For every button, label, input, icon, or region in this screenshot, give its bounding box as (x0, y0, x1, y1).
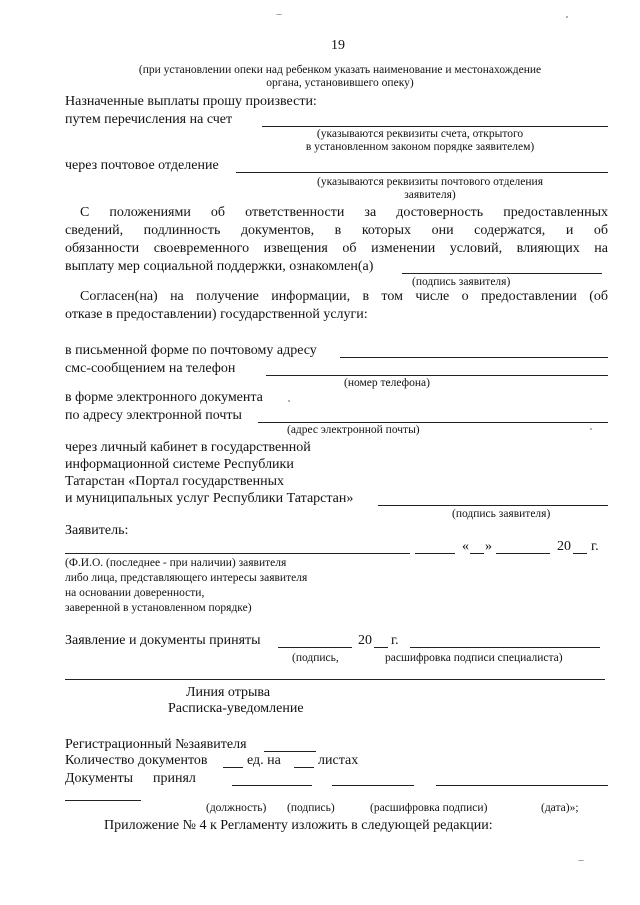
applicant-signature-field[interactable] (415, 553, 455, 554)
receipt-docs-units: ед. на (247, 753, 281, 768)
applicant-year-prefix: 20 (557, 539, 571, 554)
email-label-line-1: в форме электронного документа (65, 390, 263, 405)
email-address-field[interactable] (258, 422, 608, 423)
accepted-year-suffix: г. (391, 633, 399, 648)
cabinet-signature-hint: (подпись заявителя) (452, 508, 551, 520)
postal-address-label: в письменной форме по почтовому адресу (65, 343, 317, 358)
receipt-docs-count-field[interactable] (223, 767, 243, 768)
sms-phone-field[interactable] (266, 375, 608, 376)
accepted-hint-signature: (подпись, (292, 652, 339, 664)
receipt-docs-count-label: Количество документов (65, 753, 208, 768)
cabinet-line-3: Татарстан «Портал государственных (65, 474, 284, 489)
receipt-signature-field[interactable] (332, 785, 414, 786)
appendix-text: Приложение № 4 к Регламенту изложить в следующей редакции: (104, 818, 493, 833)
applicant-day-field[interactable] (470, 553, 484, 554)
post-office-hint-line-1: (указываются реквизиты почтового отделения (316, 176, 543, 188)
consent-line-1: Согласен(на) на получение информации, в том числе о предоставлении (об (80, 289, 608, 304)
post-office-field[interactable] (236, 172, 608, 173)
post-office-hint-line-2: заявителя) (404, 189, 456, 201)
cabinet-line-1: через личный кабинет в государственной (65, 440, 311, 455)
applicant-name-field[interactable] (65, 553, 410, 554)
cabinet-signature-field[interactable] (378, 505, 608, 506)
acknowledgment-signature-field[interactable] (402, 273, 602, 274)
scan-speck (566, 16, 568, 18)
accepted-year-prefix: 20 (358, 633, 372, 648)
receipt-date-field[interactable] (65, 800, 141, 801)
postal-address-field[interactable] (340, 357, 608, 358)
payments-intro: Назначенные выплаты прошу произвести: (65, 94, 317, 109)
receipt-position-field[interactable] (232, 785, 312, 786)
scan-speck (288, 400, 290, 402)
receipt-accepted-word: принял (153, 771, 196, 786)
tear-line-label: Линия отрыва (186, 685, 271, 700)
acknowledgment-signature-hint: (подпись заявителя) (412, 276, 511, 288)
applicant-label: Заявитель: (65, 523, 129, 538)
email-address-hint: (адрес электронной почты) (287, 424, 420, 436)
acknowledgment-line-2: сведений, подлинность документов, в которых они содержатся, и об (65, 223, 608, 238)
bank-transfer-hint-line-1: (указываются реквизиты счета, открытого (316, 128, 524, 140)
receipt-hint-position: (должность) (206, 802, 267, 814)
applicant-hint-line-1: (Ф.И.О. (последнее - при наличии) заявителя (65, 557, 287, 569)
applicant-year-suffix: г. (591, 539, 599, 554)
applicant-hint-line-3: на основании доверенности, (65, 587, 205, 599)
applicant-month-field[interactable] (496, 553, 550, 554)
sms-phone-hint: (номер телефона) (344, 377, 430, 389)
bank-transfer-hint-line-2: в установленном законом порядке заявителем) (305, 141, 535, 153)
receipt-decoding-field[interactable] (436, 785, 608, 786)
bank-account-field[interactable] (262, 126, 608, 127)
consent-line-2: отказе в предоставлении) государственной услуги: (65, 307, 368, 322)
accepted-hint-decoding: расшифровка подписи специалиста) (385, 652, 563, 664)
acknowledgment-last-line: выплату мер социальной поддержки, ознакомлен(а) (65, 259, 374, 274)
applicant-hint-line-2: либо лица, представляющего интересы заявителя (65, 572, 308, 584)
receipt-reg-number-field[interactable] (264, 751, 316, 752)
cabinet-line-4: и муниципальных услуг Республики Татарстан» (65, 491, 354, 506)
acknowledgment-line-1: С положениями об ответственности за достоверность предоставленных (80, 205, 608, 220)
sms-label: смс-сообщением на телефон (65, 361, 236, 376)
receipt-hint-decoding: (расшифровка подписи) (370, 802, 488, 814)
receipt-docs-word: Документы (65, 771, 134, 786)
tear-off-line (65, 679, 605, 680)
applicant-date-close-quote: » (485, 539, 492, 554)
guardianship-note-line-1: (при установлении опеки над ребенком указать наименование и местонахождение (138, 64, 542, 76)
applicant-hint-line-4: заверенной в установленном порядке) (65, 602, 252, 614)
accepted-label: Заявление и документы приняты (65, 633, 261, 648)
acknowledgment-line-3: обязанности своевременного извещения об изменении условий, влияющих на (65, 241, 608, 256)
applicant-year-field[interactable] (573, 553, 587, 554)
accepted-specialist-field[interactable] (410, 647, 600, 648)
guardianship-note-line-2: органа, установившего опеку) (266, 77, 414, 89)
scan-speck (276, 14, 282, 15)
cabinet-line-2: информационной системе Республики (65, 457, 294, 472)
receipt-title: Расписка-уведомление (168, 701, 304, 716)
receipt-hint-date: (дата)»; (541, 802, 579, 814)
receipt-sheets-count-field[interactable] (294, 767, 314, 768)
receipt-hint-signature: (подпись) (287, 802, 335, 814)
email-label-line-2: по адресу электронной почты (65, 408, 242, 423)
scan-speck (578, 860, 584, 861)
post-office-label: через почтовое отделение (65, 158, 219, 173)
receipt-docs-sheets: листах (318, 753, 359, 768)
bank-transfer-label: путем перечисления на счет (65, 112, 233, 127)
applicant-date-open-quote: « (462, 539, 469, 554)
scan-speck (590, 428, 592, 430)
page-number: 19 (331, 38, 345, 53)
receipt-reg-label: Регистрационный №заявителя (65, 737, 247, 752)
accepted-year-field[interactable] (374, 647, 388, 648)
accepted-day-month-field[interactable] (278, 647, 352, 648)
